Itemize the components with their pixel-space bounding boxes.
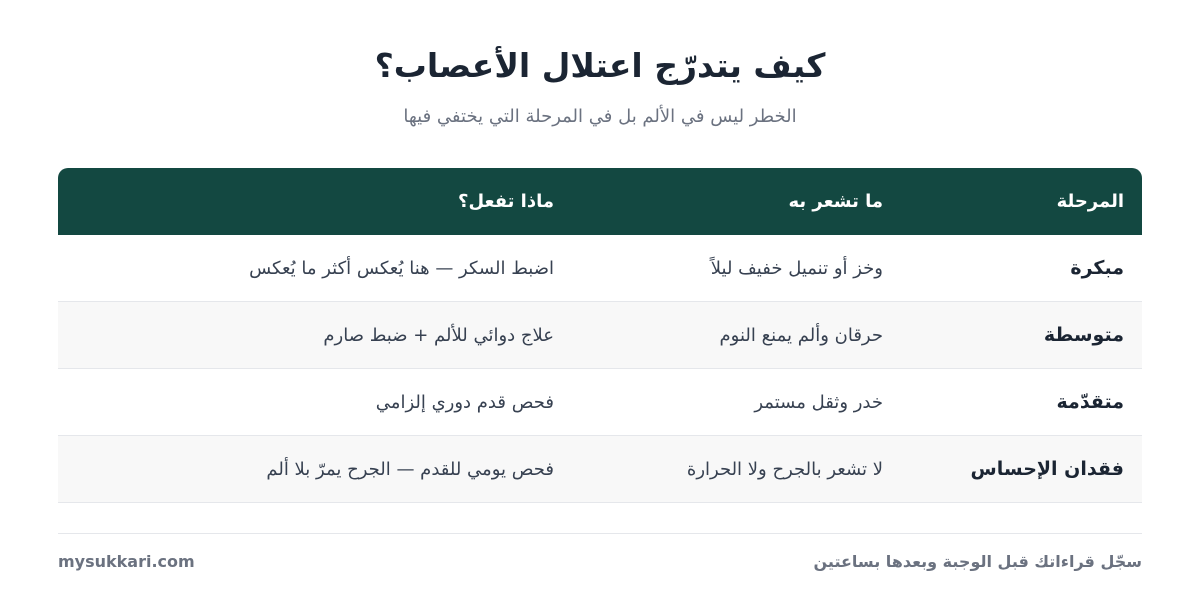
footer-divider [58,533,1142,534]
header-action: ماذا تفعل؟ [458,191,554,212]
stage-cell: مبكرة [1070,257,1124,279]
table-header [58,168,1142,235]
symptom-cell: حرقان وألم يمنع النوم [719,324,883,346]
footer-site-link[interactable]: mysukkari.com [58,552,195,571]
table-row [58,302,1142,369]
page-subtitle: الخطر ليس في الألم بل في المرحلة التي يختفي فيها [403,106,797,127]
footer-note: سجّل قراءاتك قبل الوجبة وبعدها بساعتين [813,552,1142,571]
action-cell: فحص قدم دوري إلزامي [375,391,554,413]
table-row [58,369,1142,436]
header-stage: المرحلة [1056,191,1124,212]
page-title: كيف يتدرّج اعتلال الأعصاب؟ [374,46,826,85]
stage-cell: متقدّمة [1056,391,1124,413]
symptom-cell: خدر وثقل مستمر [754,391,883,413]
symptom-cell: وخز أو تنميل خفيف ليلاً [710,257,883,279]
action-cell: علاج دوائي للألم + ضبط صارم [323,324,554,346]
action-cell: فحص يومي للقدم — الجرح يمرّ بلا ألم [266,458,554,480]
table-row [58,235,1142,302]
stages-table [58,168,1142,503]
header-symptoms: ما تشعر به [788,191,883,212]
symptom-cell: لا تشعر بالجرح ولا الحرارة [686,458,883,480]
table-row [58,436,1142,503]
action-cell: اضبط السكر — هنا يُعكس أكثر ما يُعكس [249,257,554,279]
stage-cell: فقدان الإحساس [970,458,1124,480]
stage-cell: متوسطة [1043,324,1124,346]
